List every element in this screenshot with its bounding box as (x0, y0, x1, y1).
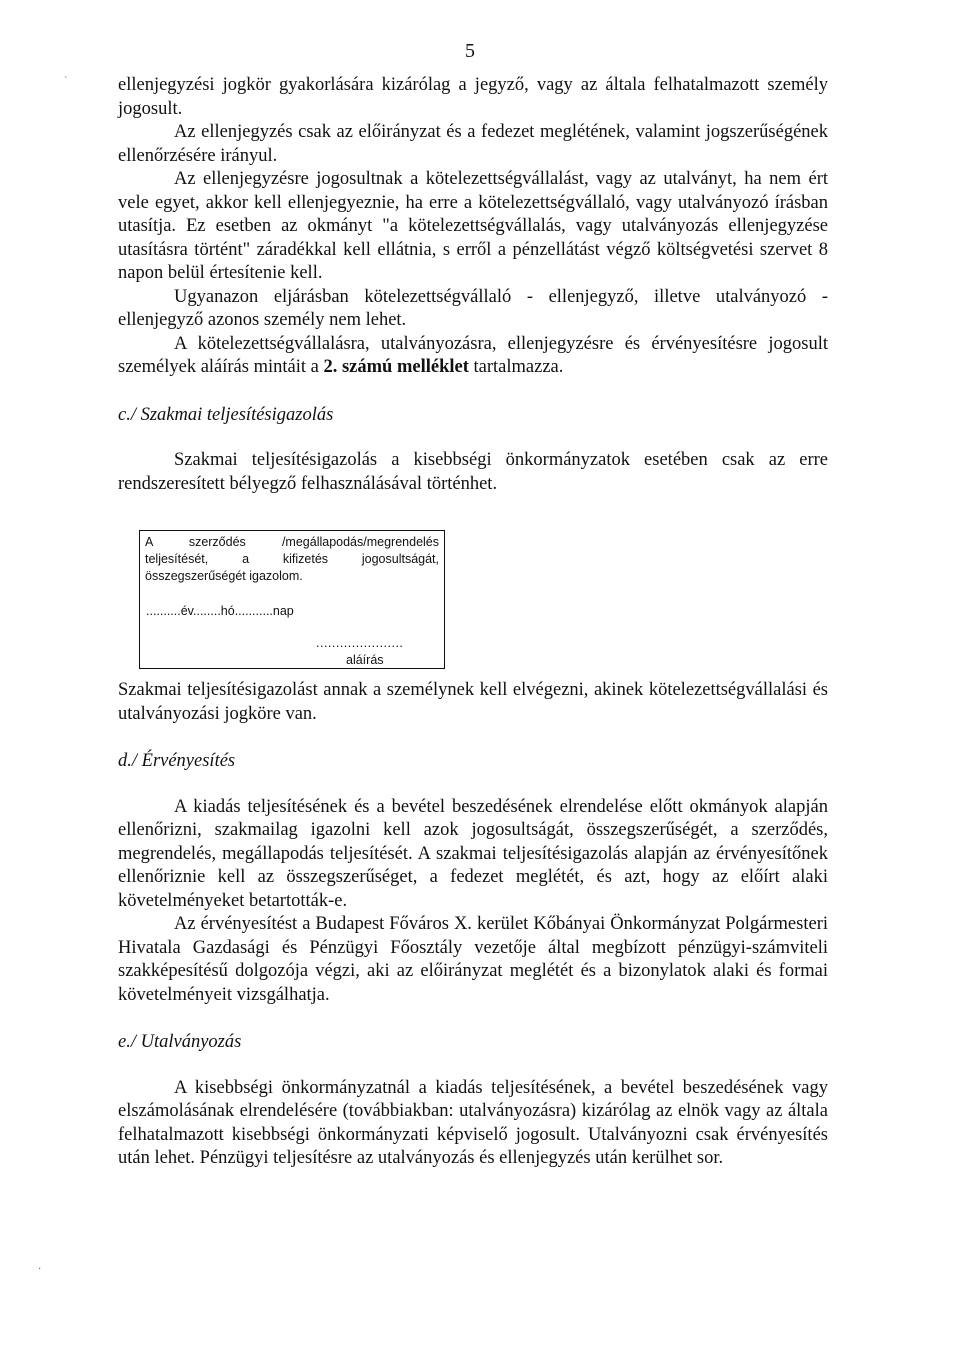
certification-stamp (139, 530, 445, 669)
signature-line: ...................... (316, 636, 404, 650)
paragraph: Szakmai teljesítésigazolás a kisebbségi önkormányzatok esetében csak az erre rendszeresített bélyegző felhasználásával történhet. (118, 450, 828, 494)
paragraph: Ugyanazon eljárásban kötelezettségvállaló - ellenjegyző, illetve utalványozó - ellenjegyző azonos személy nem lehet. (118, 286, 828, 330)
paragraph (118, 333, 828, 380)
page-number: 5 (465, 40, 475, 62)
stamp-date-line: ..........év........hó...........nap (146, 604, 294, 618)
paragraph-text: tartalmazza. (468, 357, 564, 377)
paragraph: ellenjegyzési jogkör gyakorlására kizárólag a jegyző, vagy az általa felhatalmazott személy jogosult. (118, 75, 828, 119)
paragraph: A kisebbségi önkormányzatnál a kiadás teljesítésének, a bevétel beszedésének vagy elszámolásának elrendelésére (továbbiakban: utalványozásra) kizárólag az elnök vagy az általa felhatalmazott kisebbségi önkormányzati képviselő jogosult. Utalványozni csak érvényesítés után lehet. Pénzügyi teljesítésre az utalványozás és ellenjegyzés után kerülhet sor. (118, 1077, 828, 1168)
scan-mark: · (38, 1264, 42, 1275)
annex-reference: 2. számú melléklet (323, 357, 469, 377)
signature-label: aláírás (346, 653, 384, 667)
stamp-text: A szerződés /megállapodás/megrendelés teljesítését, a kifizetés jogosultságát, összegszerűségét igazolom. (145, 535, 439, 583)
paragraph: Az ellenjegyzés csak az előirányzat és a fedezet meglétének, valamint jogszerűségének ellenőrzésére irányul. (118, 122, 828, 166)
paragraph-text: A kötelezettségvállalásra, utalványozásra, ellenjegyzésre és érvényesítésre jogosult személyek aláírás mintáit a (118, 333, 828, 377)
scan-mark: ` (64, 76, 68, 87)
section-heading: d./ Érvényesítés (118, 751, 236, 771)
paragraph: Szakmai teljesítésigazolást annak a személynek kell elvégezni, akinek kötelezettségvállalási és utalványozási jogköre van. (118, 680, 828, 724)
paragraph: Az érvényesítést a Budapest Főváros X. kerület Kőbányai Önkormányzat Polgármesteri Hivatala Gazdasági és Pénzügyi Főosztály vezetője által megbízott pénzügyi-számviteli szakképesítésű dolgozója végzi, aki az előirányzat meglétét és a bizonylatok alaki és formai követelményeit vizsgálhatja. (118, 914, 828, 1005)
section-heading: e./ Utalványozás (118, 1032, 242, 1052)
paragraph: Az ellenjegyzésre jogosultnak a kötelezettségvállalást, vagy az utalványt, ha nem ért vele egyet, akkor kell ellenjegyeznie, ha erre a kötelezettségvállaló, vagy utalványozó írásban utasítja. Ez esetben az okmányt "a kötelezettségvállalás, vagy utalványozás ellenjegyzése utasításra történt" záradékkal kell ellátnia, s erről a pénzellátást végző költségvetési szervet 8 napon belül értesítenie kell. (118, 169, 828, 283)
paragraph: A kiadás teljesítésének és a bevétel beszedésének elrendelése előtt okmányok alapján ellenőrizni, szakmailag igazolni kell azok jogosultságát, összegszerűségét, a szerződés, megrendelés, megállapodás teljesítését. A szakmai teljesítésigazolás alapján az érvényesítőnek ellenőriznie kell az összegszerűséget, a fedezet meglétét, és azt, hogy az előírt alaki követelményeket betartották-e. (118, 796, 828, 911)
section-heading: c./ Szakmai teljesítésigazolás (118, 404, 334, 425)
